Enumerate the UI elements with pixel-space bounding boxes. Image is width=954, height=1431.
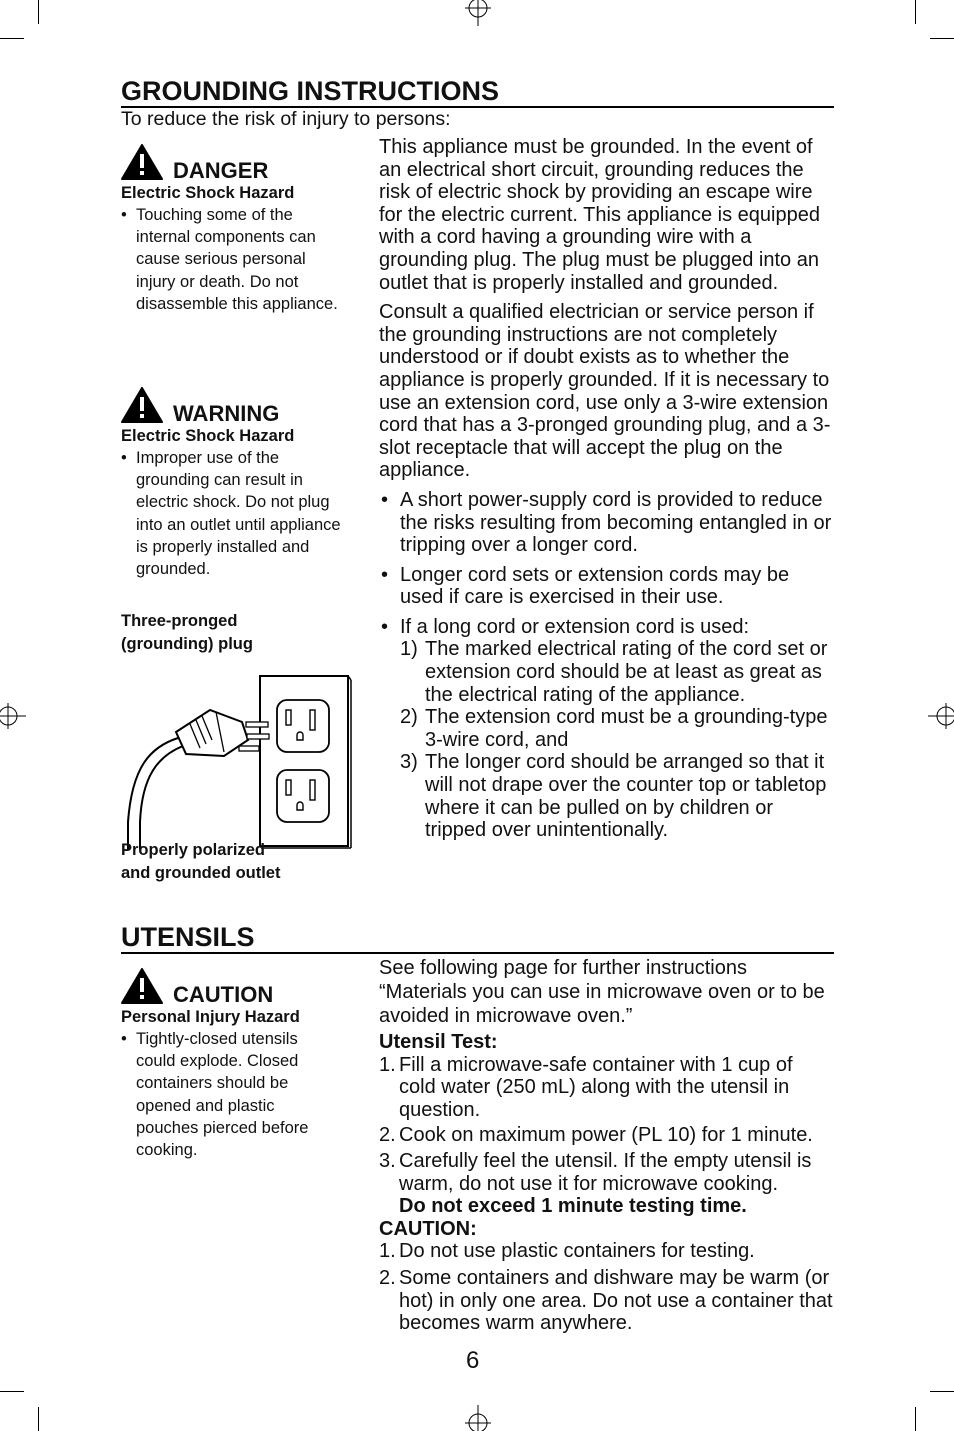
utensil-test-step-1: 1. Fill a microwave-safe container with 1 cup of cold water (250 mL) along with the utensil in question. — [379, 1053, 793, 1121]
warning-bullet: • Improper use of the grounding can result in electric shock. Do not plug into an outlet until appliance is properly installed and grounded. — [121, 447, 341, 580]
grounding-bullet-2: • Longer cord sets or extension cords may be used if care is exercised in their use. — [379, 564, 834, 609]
caution-item-1: 1. Do not use plastic containers for testing. — [379, 1240, 755, 1263]
danger-bullet: • Touching some of the internal components can cause serious personal injury or death. Do not disassemble this appliance. — [121, 204, 341, 315]
extension-cord-item-2: 2) The extension cord must be a grounding-type 3-wire cord, and — [400, 706, 828, 751]
grounding-paragraph-2: Consult a qualified electrician or service person if the grounding instructions are not completely understood or if doubt exists as to whether the appliance is properly grounded. If it is necessary to use an extension cord, use only a 3-wire extension cord that has a 3-pronged grounding plug, and a 3-slot receptacle that will accept the plug on the appliance. — [379, 301, 831, 482]
caution-block — [121, 960, 341, 1161]
page-number: 6 — [466, 1347, 480, 1374]
crop-mark — [0, 1391, 24, 1392]
warning-triangle-icon — [121, 144, 163, 180]
caution-label: CAUTION — [173, 982, 274, 1007]
utensil-test-step-2: 2. Cook on maximum power (PL 10) for 1 minute. — [379, 1124, 813, 1147]
crop-mark — [930, 1391, 954, 1392]
registration-mark-top — [461, 0, 495, 26]
grounding-title: GROUNDING INSTRUCTIONS — [121, 76, 834, 108]
crop-mark — [38, 0, 39, 24]
crop-mark — [930, 38, 954, 39]
grounding-intro: To reduce the risk of injury to persons: — [121, 108, 451, 130]
warning-triangle-icon — [121, 387, 163, 423]
grounding-body — [379, 136, 834, 842]
grounding-bullet-1: • A short power-supply cord is provided to reduce the risks resulting from becoming entangled in or tripping over a longer cord. — [379, 489, 834, 557]
utensils-body — [379, 956, 834, 1335]
warning-hazard: Electric Shock Hazard — [121, 427, 295, 445]
grounding-bullet-3: • If a long cord or extension cord is used: — [379, 616, 834, 639]
utensils-title: UTENSILS — [121, 922, 834, 954]
utensil-test-heading: Utensil Test: — [379, 1031, 498, 1053]
outlet-caption: Properly polarized and grounded outlet — [121, 841, 281, 882]
utensil-test-step-3: 3. Carefully feel the utensil. If the empty utensil is warm, do not use it for microwave cooking. Do not exceed 1 minute testing time. — [379, 1149, 812, 1218]
extension-cord-item-1: 1) The marked electrical rating of the cord set or extension cord should be at least as great as the electrical rating of the appliance. — [400, 638, 828, 706]
registration-mark-right — [928, 699, 954, 733]
see-following-text: See following page for further instructions “Materials you can use in microwave oven or to be avoided in microwave oven.” — [379, 957, 825, 1027]
extension-cord-item-3: 3) The longer cord should be arranged so that it will not drape over the counter top or tabletop where it can be pulled on by children or tripped over unintentionally. — [400, 751, 827, 842]
caution-bullet: • Tightly-closed utensils could explode. Closed containers should be opened and plastic pouches pierced before cooking. — [121, 1028, 341, 1161]
warning-block — [121, 379, 341, 580]
warning-triangle-icon — [121, 968, 163, 1004]
testing-time-warning: Do not exceed 1 minute testing time. — [399, 1195, 747, 1218]
crop-mark — [0, 38, 24, 39]
warning-label: WARNING — [173, 401, 280, 426]
danger-block — [121, 136, 341, 315]
registration-mark-bottom — [461, 1405, 495, 1431]
caution-heading: CAUTION: — [379, 1217, 477, 1240]
registration-mark-left — [0, 699, 26, 733]
crop-mark — [915, 1407, 916, 1431]
caution-hazard: Personal Injury Hazard — [121, 1008, 300, 1026]
plug-outlet-illustration — [120, 672, 355, 850]
danger-hazard: Electric Shock Hazard — [121, 184, 295, 202]
plug-caption: Three-pronged (grounding) plug — [121, 612, 253, 653]
caution-item-2: 2. Some containers and dishware may be warm (or hot) in only one area. Do not use a container that becomes warm anywhere. — [379, 1266, 833, 1335]
crop-mark — [915, 0, 916, 24]
crop-mark — [38, 1407, 39, 1431]
danger-label: DANGER — [173, 158, 269, 183]
grounding-paragraph-1: This appliance must be grounded. In the event of an electrical short circuit, grounding reduces the risk of electric shock by providing an escape wire for the electric current. This appliance is equipped with a cord having a grounding wire with a grounding plug. The plug must be plugged into an outlet that is properly installed and grounded. — [379, 136, 820, 294]
